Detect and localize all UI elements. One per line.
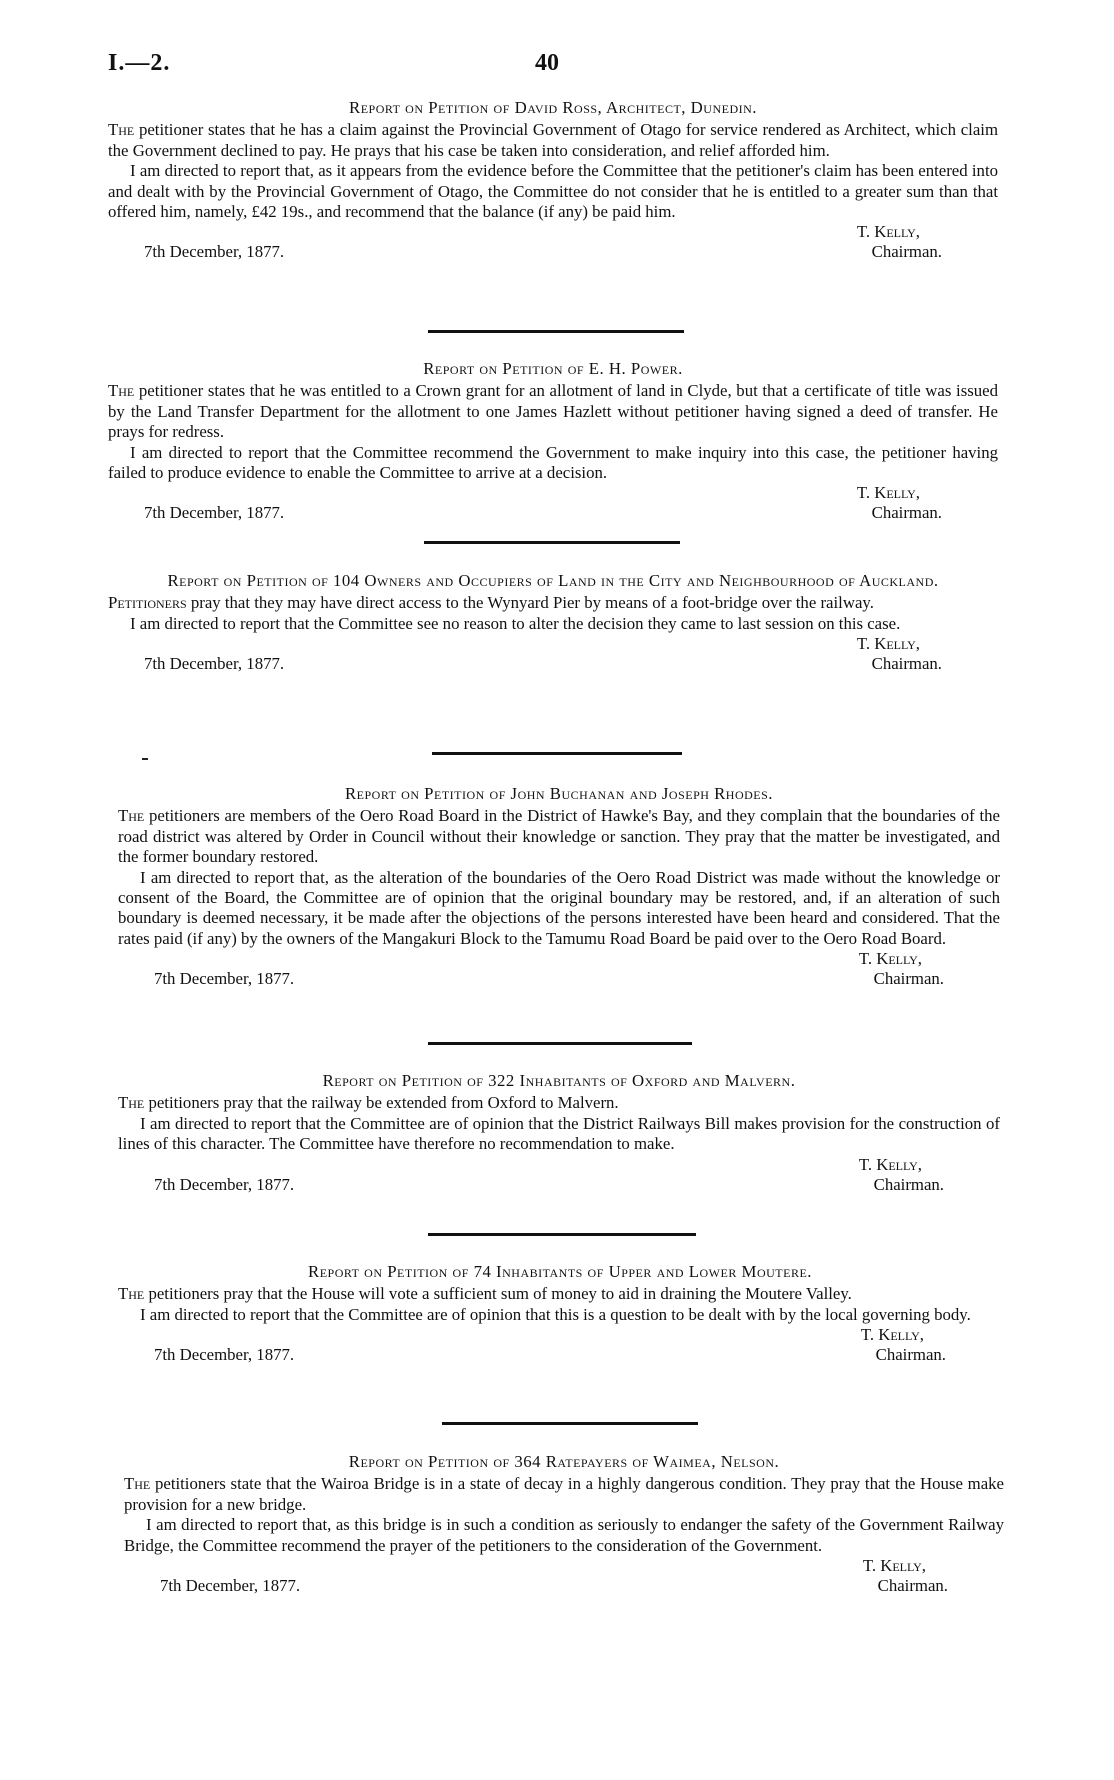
signatory-role: Chairman. bbox=[871, 242, 942, 262]
signature-block bbox=[108, 634, 998, 678]
petition-body: petitioner states that he has a claim against the Provincial Government of Otago for service rendered as Architect, which claim the Government declined to pay. He prays that his case be taken into consideration, and relief afforded him. bbox=[108, 120, 998, 160]
petition-text bbox=[118, 1284, 1002, 1304]
signatory-name: T. Kelly, bbox=[858, 949, 922, 969]
page-identifier: I.—2. bbox=[108, 50, 171, 76]
report-date: 7th December, 1877. bbox=[144, 654, 285, 674]
petition-text bbox=[108, 593, 998, 613]
petition-text bbox=[124, 1474, 1004, 1515]
finding-text: I am directed to report that, as the alteration of the boundaries of the Oero Road District was made without the knowledge or consent of the Board, the Committee are of opinion that the original boundary may be restored, and, if an alteration of such boundary is deemed necessary, it be made after the objections of the persons interested have been heard and considered. That the rates paid (if any) by the owners of the Mangakuri Block to the Tamumu Road Board be paid over to the Oero Road Board. bbox=[118, 867, 1000, 948]
report-waimea bbox=[124, 1452, 1004, 1600]
report-title: Report on Petition of E. H. Power. bbox=[423, 359, 683, 378]
section-divider bbox=[424, 541, 680, 544]
petition-first-word: The bbox=[118, 1284, 145, 1304]
report-oxford-malvern bbox=[118, 1071, 1000, 1199]
signatory-name: T. Kelly, bbox=[860, 1325, 924, 1345]
section-divider bbox=[428, 330, 684, 333]
petition-first-word: The bbox=[108, 381, 135, 401]
petition-first-word: The bbox=[124, 1474, 151, 1494]
signatory-role: Chairman. bbox=[873, 969, 944, 989]
report-title: Report on Petition of 104 Owners and Occupiers of Land in the City and Neighbourhood of Auckland. bbox=[167, 571, 939, 590]
report-auckland-owners bbox=[108, 571, 998, 678]
report-date: 7th December, 1877. bbox=[160, 1576, 301, 1596]
report-title: Report on Petition of 322 Inhabitants of Oxford and Malvern. bbox=[322, 1071, 796, 1090]
signatory-name: T. Kelly, bbox=[856, 634, 920, 654]
petition-body: petitioner states that he was entitled to a Crown grant for an allotment of land in Clyde, but that a certificate of title was issued by the Land Transfer Department for the allotment to one James Hazlett without petitioner having signed a deed of transfer. He prays for redress. bbox=[108, 381, 998, 442]
stray-mark bbox=[142, 758, 148, 760]
report-date: 7th December, 1877. bbox=[154, 1345, 295, 1365]
signatory-role: Chairman. bbox=[871, 503, 942, 523]
petition-first-word: The bbox=[118, 1093, 145, 1113]
section-divider bbox=[428, 1233, 696, 1236]
finding-text: I am directed to report that, as it appears from the evidence before the Committee that the petitioner's claim has been entered into and dealt with by the Provincial Government of Otago, the Committee do not consider that he is entitled to a greater sum than that offered him, namely, £42 19s., and recommend that the balance (if any) be paid him. bbox=[108, 161, 998, 222]
petition-body: petitioners pray that the railway be extended from Oxford to Malvern. bbox=[144, 1093, 619, 1113]
petition-first-word: The bbox=[118, 806, 145, 826]
report-buchanan-rhodes bbox=[118, 784, 1000, 993]
report-title: Report on Petition of 74 Inhabitants of Upper and Lower Moutere. bbox=[308, 1262, 812, 1281]
page-number: 40 bbox=[535, 50, 559, 76]
petition-first-word: The bbox=[108, 120, 135, 140]
report-eh-power bbox=[108, 359, 998, 527]
report-moutere bbox=[118, 1262, 1002, 1369]
section-divider bbox=[432, 752, 682, 755]
report-david-ross bbox=[108, 98, 998, 266]
signature-block bbox=[108, 483, 998, 527]
signatory-role: Chairman. bbox=[871, 654, 942, 674]
petition-text bbox=[108, 381, 998, 442]
signature-block bbox=[108, 222, 998, 266]
signature-block bbox=[118, 1325, 1002, 1369]
signature-block bbox=[124, 1556, 1004, 1600]
petition-body: petitioners pray that the House will vote a sufficient sum of money to aid in draining the Moutere Valley. bbox=[144, 1284, 852, 1304]
signatory-name: T. Kelly, bbox=[856, 483, 920, 503]
section-divider bbox=[428, 1042, 692, 1045]
petition-text bbox=[118, 1093, 1000, 1113]
petition-first-word: Petitioners bbox=[108, 593, 187, 613]
report-title: Report on Petition of John Buchanan and Joseph Rhodes. bbox=[344, 784, 773, 803]
signature-block bbox=[118, 949, 1000, 993]
finding-text: I am directed to report that the Committee are of opinion that the District Railways Bill makes provision for the construction of lines of this character. The Committee have therefore no recommendation to make. bbox=[118, 1113, 1000, 1154]
petition-text bbox=[118, 806, 1000, 867]
signature-block bbox=[118, 1155, 1000, 1199]
signatory-name: T. Kelly, bbox=[858, 1154, 922, 1174]
report-date: 7th December, 1877. bbox=[144, 242, 285, 262]
signatory-role: Chairman. bbox=[875, 1345, 946, 1365]
report-date: 7th December, 1877. bbox=[144, 503, 285, 523]
signatory-name: T. Kelly, bbox=[862, 1556, 926, 1576]
signatory-role: Chairman. bbox=[873, 1174, 944, 1194]
finding-text: I am directed to report that the Committee recommend the Government to make inquiry into this case, the petitioner having failed to produce evidence to enable the Committee to arrive at a decision. bbox=[108, 442, 998, 483]
report-date: 7th December, 1877. bbox=[154, 969, 295, 989]
signatory-name: T. Kelly, bbox=[856, 222, 920, 242]
report-date: 7th December, 1877. bbox=[154, 1174, 295, 1194]
petition-text bbox=[108, 120, 998, 161]
petition-body: pray that they may have direct access to the Wynyard Pier by means of a foot-bridge over the railway. bbox=[186, 593, 874, 613]
signatory-role: Chairman. bbox=[877, 1576, 948, 1596]
report-title: Report on Petition of 364 Ratepayers of Waimea, Nelson. bbox=[348, 1452, 780, 1471]
section-divider bbox=[442, 1422, 698, 1425]
finding-text: I am directed to report that the Committee see no reason to alter the decision they came to last session on this case. bbox=[130, 613, 901, 633]
report-title: Report on Petition of David Ross, Architect, Dunedin. bbox=[349, 98, 757, 117]
finding-text: I am directed to report that, as this bridge is in such a condition as seriously to endanger the safety of the Government Railway Bridge, the Committee recommend the prayer of the petitioners to the consideration of the Government. bbox=[124, 1515, 1004, 1555]
petition-body: petitioners are members of the Oero Road Board in the District of Hawke's Bay, and they complain that the boundaries of the road district was altered by Order in Council without their knowledge or sanction. They pray that the matter be investigated, and the former boundary restored. bbox=[118, 806, 1000, 867]
finding-text: I am directed to report that the Committee are of opinion that this is a question to be dealt with by the local governing body. bbox=[140, 1304, 971, 1324]
petition-body: petitioners state that the Wairoa Bridge is in a state of decay in a highly dangerous condition. They pray that the House make provision for a new bridge. bbox=[124, 1474, 1004, 1514]
